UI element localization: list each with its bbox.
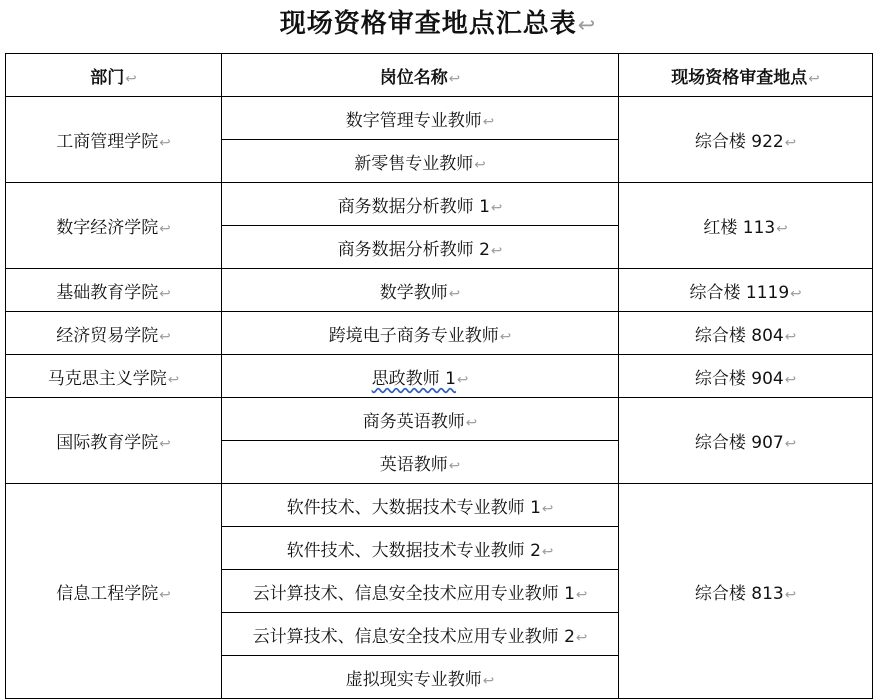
paragraph-mark-icon: ↩ [490,199,503,216]
department-cell [6,269,222,312]
location-cell [619,355,873,398]
position-cell-text: 商务数据分析教师 2 [337,239,490,260]
position-cell-text: 软件技术、大数据技术专业教师 2 [286,540,541,561]
paragraph-mark-icon: ↩ [159,285,171,302]
paragraph-mark-icon: ↩ [159,328,171,345]
department-cell [6,355,222,398]
table-row [6,484,873,527]
department-cell [6,183,222,269]
paragraph-mark-icon: ↩ [465,414,478,431]
table-row [6,355,873,398]
position-cell [222,183,619,226]
paragraph-mark-icon: ↩ [784,436,797,452]
location-cell-text: 综合楼 1119 [689,282,790,303]
position-cell-text: 虚拟现实专业教师 [345,669,482,690]
table-row [6,97,873,140]
table-row [6,183,873,226]
paragraph-mark-icon: ↩ [575,586,588,603]
paragraph-mark-icon: ↩ [456,371,469,388]
department-cell [6,398,222,484]
paragraph-mark-icon: ↩ [776,221,788,237]
paragraph-mark-icon: ↩ [541,543,554,560]
paragraph-mark-icon: ↩ [474,156,486,173]
location-cell-text: 红楼 113 [703,218,776,238]
position-cell-text: 云计算技术、信息安全技术应用专业教师 1 [252,583,575,604]
paragraph-mark-icon: ↩ [577,13,597,37]
paragraph-mark-icon: ↩ [167,371,180,388]
position-cell-text: 思政教师 1 [371,368,456,389]
position-cell [222,570,619,613]
department-cell-text: 基础教育学院 [56,282,159,303]
header-location: 现场资格审查地点↩ [619,54,873,97]
paragraph-mark-icon: ↩ [784,135,797,151]
header-position: 岗位名称↩ [222,54,619,97]
table-row [6,398,873,441]
position-cell-text: 跨境电子商务专业教师 [328,325,499,346]
position-cell [222,398,619,441]
position-cell [222,312,619,355]
page-title [0,4,876,44]
position-cell [222,656,619,699]
department-cell-text: 马克思主义学院 [47,368,167,389]
paragraph-mark-icon: ↩ [448,285,461,302]
table-body [6,97,873,699]
location-cell [619,398,873,484]
paragraph-mark-icon: ↩ [784,586,797,603]
paragraph-mark-icon: ↩ [790,285,802,302]
paragraph-mark-icon: ↩ [125,70,137,87]
position-cell [222,226,619,269]
paragraph-mark-icon: ↩ [808,70,820,87]
position-cell-text: 软件技术、大数据技术专业教师 1 [286,497,541,518]
position-cell [222,527,619,570]
location-cell-text: 综合楼 813 [694,583,784,604]
paragraph-mark-icon: ↩ [159,135,171,151]
department-cell-text: 国际教育学院 [56,433,159,453]
position-cell-text: 商务英语教师 [362,411,465,432]
department-cell [6,484,222,699]
paragraph-mark-icon: ↩ [784,371,797,388]
paragraph-mark-icon: ↩ [159,221,171,237]
location-cell-text: 综合楼 904 [694,368,784,389]
position-cell-text: 商务数据分析教师 1 [337,196,490,217]
department-cell-text: 工商管理学院 [56,132,159,152]
department-cell-text: 信息工程学院 [56,583,159,604]
paragraph-mark-icon: ↩ [448,457,461,474]
paragraph-mark-icon: ↩ [541,500,554,517]
position-cell [222,140,619,183]
department-cell [6,97,222,183]
position-cell [222,441,619,484]
summary-table [5,53,873,699]
table-row [6,312,873,355]
position-cell-text: 云计算技术、信息安全技术应用专业教师 2 [252,626,575,647]
paragraph-mark-icon: ↩ [448,70,461,87]
paragraph-mark-icon: ↩ [159,436,171,452]
location-cell-text: 综合楼 922 [694,132,784,152]
paragraph-mark-icon: ↩ [490,242,503,259]
department-cell-text: 经济贸易学院 [56,325,159,346]
location-cell-text: 综合楼 804 [694,325,784,346]
header-department: 部门↩ [6,54,222,97]
paragraph-mark-icon: ↩ [482,672,495,689]
paragraph-mark-icon: ↩ [784,328,797,345]
header-row [6,54,873,97]
paragraph-mark-icon: ↩ [499,328,512,345]
position-cell-text: 英语教师 [379,454,448,475]
paragraph-mark-icon: ↩ [575,629,588,646]
position-cell-text: 新零售专业教师 [354,153,474,174]
position-cell [222,269,619,312]
location-cell [619,183,873,269]
paragraph-mark-icon: ↩ [482,113,495,130]
position-cell-text: 数字管理专业教师 [345,110,482,131]
position-cell-text: 数学教师 [379,282,448,303]
department-cell-text: 数字经济学院 [56,218,159,238]
location-cell [619,312,873,355]
position-cell [222,613,619,656]
department-cell [6,312,222,355]
location-cell-text: 综合楼 907 [694,433,784,453]
location-cell [619,269,873,312]
page-title-text: 现场资格审查地点汇总表 [279,9,577,39]
table-row [6,269,873,312]
position-cell [222,97,619,140]
location-cell [619,97,873,183]
position-cell [222,484,619,527]
location-cell [619,484,873,699]
paragraph-mark-icon: ↩ [159,586,171,603]
position-cell [222,355,619,398]
